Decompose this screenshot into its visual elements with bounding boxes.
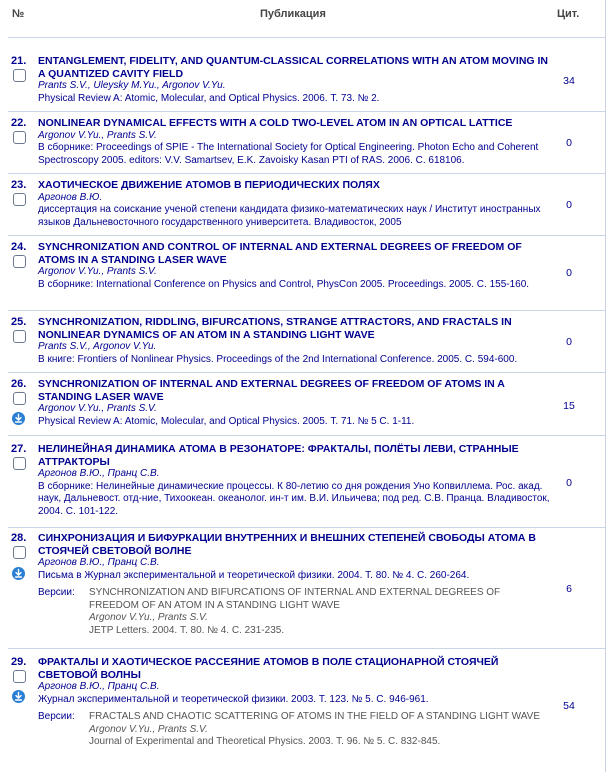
publication-title-link[interactable]: SYNCHRONIZATION OF INTERNAL AND EXTERNAL DEGREES OF FREEDOM OF ATOMS IN A STANDING LASER WAVE [38, 378, 505, 403]
citation-count[interactable]: 54 [563, 700, 575, 712]
publication-source: диссертация на соискание ученой степени кандидата физико-математических наук / Институт иностранных языков Дальневосточного государственного университета. Владивосток, 2005 [38, 204, 541, 228]
publication-authors[interactable]: Аргонов В.Ю. [38, 191, 103, 203]
publication-authors[interactable]: Argonov V.Yu., Prants S.V. [38, 266, 157, 277]
version-source: Journal of Experimental and Theoretical Physics. 2003. Т. 96. № 5. С. 832-845. [89, 736, 441, 747]
versions-block [38, 587, 550, 637]
publication-source: В сборнике: Нелинейные динамические процессы. К 80-летию со дня рождения Уно Копвиллема. Рос. акад. наук, Дальневост. отд-ние, Тихоокеан. океанолог. ин-т им. В.И. Ильичева; под ред. С.В. Пранца. Владивосток, 2004. С. 101-122. [38, 480, 550, 517]
publication-authors[interactable]: Argonov V.Yu., Prants S.V. [38, 403, 157, 414]
publication-source: Журнал экспериментальной и теоретической физики. 2003. Т. 123. № 5. С. 946-961. [38, 693, 429, 705]
table-header [0, 0, 605, 30]
row-divider [8, 648, 605, 649]
publication-title-link[interactable]: ХАОТИЧЕСКОЕ ДВИЖЕНИЕ АТОМОВ В ПЕРИОДИЧЕСКИХ ПОЛЯХ [38, 179, 380, 191]
version-title-link[interactable]: FRACTALS AND CHAOTIC SCATTERING OF ATOMS IN THE FIELD OF A STANDING LIGHT WAVE [89, 711, 540, 722]
publication-authors[interactable]: Prants S.V., Uleysky M.Yu., Argonov V.Yu. [38, 80, 226, 91]
entry-number: 29. [11, 656, 27, 668]
publication-title-link[interactable]: СИНХРОНИЗАЦИЯ И БИФУРКАЦИИ ВНУТРЕННИХ И ВНЕШНИХ СТЕПЕНЕЙ СВОБОДЫ АТОМА В СТОЯЧЕЙ СВЕТОВОЙ ВОЛНЕ [38, 532, 536, 557]
citation-count: 0 [566, 477, 572, 489]
citation-count[interactable]: 34 [563, 75, 575, 87]
citation-count[interactable]: 6 [566, 583, 572, 595]
select-checkbox[interactable] [13, 546, 26, 559]
publication-source: В книге: Frontiers of Nonlinear Physics. Proceedings of the 2nd International Conference. 2005. С. 594-600. [38, 353, 518, 365]
citation-count: 0 [566, 336, 572, 348]
publication-source: Physical Review A: Atomic, Molecular, and Optical Physics. 2006. Т. 73. № 2. [38, 92, 380, 104]
version-source: JETP Letters. 2004. Т. 80. № 4. С. 231-235. [89, 624, 285, 636]
publication-title-link[interactable]: ENTANGLEMENT, FIDELITY, AND QUANTUM-CLASSICAL CORRELATIONS WITH AN ATOM MOVING IN A QUANTIZED CAVITY FIELD [38, 55, 549, 80]
download-icon[interactable] [12, 567, 25, 580]
publication-authors[interactable]: Аргонов В.Ю., Пранц С.В. [38, 468, 160, 479]
select-checkbox[interactable] [13, 69, 26, 82]
citation-count[interactable]: 15 [563, 400, 575, 412]
row-divider [8, 435, 605, 436]
entry-number: 21. [11, 55, 27, 67]
entry-number: 23. [11, 179, 27, 191]
publication-source: В сборнике: International Conference on Physics and Control, PhysCon 2005. Proceedings. 2005. С. 155-160. [38, 278, 530, 290]
entry-number: 25. [11, 316, 27, 328]
version-title-link[interactable]: SYNCHRONIZATION AND BIFURCATIONS OF INTERNAL AND EXTERNAL DEGREES OF FREEDOM OF AN ATOM IN A STANDING LIGHT WAVE [89, 587, 501, 611]
row-divider [8, 527, 605, 528]
citation-count: 0 [566, 267, 572, 279]
citation-count: 0 [566, 199, 572, 211]
publication-source: В сборнике: Proceedings of SPIE - The International Society for Optical Engineering. Photon Echo and Coherent Spectroscopy 2005. editors: V.V. Samartsev, E.K. Zavoisky Kasan PTI of RAS. 2006. С. 618106. [38, 142, 539, 166]
row-divider [8, 111, 605, 112]
select-checkbox[interactable] [13, 330, 26, 343]
select-checkbox[interactable] [13, 131, 26, 144]
versions-block [38, 711, 550, 749]
select-checkbox[interactable] [13, 193, 26, 206]
entry-number: 28. [11, 532, 27, 544]
publication-authors[interactable]: Argonov V.Yu., Prants S.V. [38, 129, 157, 141]
row-divider [8, 372, 605, 373]
citation-count: 0 [566, 137, 572, 149]
row-divider [8, 310, 605, 311]
publication-source: Physical Review A: Atomic, Molecular, and Optical Physics. 2005. Т. 71. № 5 С. 1-11. [38, 415, 415, 427]
entry-number: 22. [11, 117, 27, 129]
versions-label: Версии: [38, 711, 75, 722]
publication-title-link[interactable]: НЕЛИНЕЙНАЯ ДИНАМИКА АТОМА В РЕЗОНАТОРЕ: ФРАКТАЛЫ, ПОЛЁТЫ ЛЕВИ, СТРАННЫЕ АТТРАКТОРЫ [38, 443, 519, 468]
publication-title-link[interactable]: SYNCHRONIZATION, RIDDLING, BIFURCATIONS, STRANGE ATTRACTORS, AND FRACTALS IN NONLINEAR DYNAMICS OF AN ATOM IN A STANDING LIGHT WAVE [38, 316, 512, 341]
publication-authors[interactable]: Аргонов В.Ю., Пранц С.В. [38, 557, 160, 568]
download-icon[interactable] [12, 412, 25, 425]
header-divider [8, 37, 605, 38]
row-divider [8, 173, 605, 174]
entry-number: 26. [11, 378, 27, 390]
version-authors[interactable]: Argonov V.Yu., Prants S.V. [89, 723, 208, 735]
publication-title-link[interactable]: ФРАКТАЛЫ И ХАОТИЧЕСКОЕ РАССЕЯНИЕ АТОМОВ В ПОЛЕ СТАЦИОНАРНОЙ СТОЯЧЕЙ СВЕТОВОЙ ВОЛНЫ [38, 656, 499, 681]
download-icon[interactable] [12, 690, 25, 703]
select-checkbox[interactable] [13, 255, 26, 268]
column-header-number: № [12, 8, 25, 20]
version-authors[interactable]: Argonov V.Yu., Prants S.V. [89, 612, 208, 623]
select-checkbox[interactable] [13, 670, 26, 683]
publication-title-link[interactable]: NONLINEAR DYNAMICAL EFFECTS WITH A COLD TWO-LEVEL ATOM IN AN OPTICAL LATTICE [38, 117, 513, 129]
entry-number: 24. [11, 241, 27, 253]
publication-authors[interactable]: Аргонов В.Ю., Пранц С.В. [38, 681, 160, 692]
select-checkbox[interactable] [13, 392, 26, 405]
entry-number: 27. [11, 443, 27, 455]
publication-authors[interactable]: Prants S.V., Argonov V.Yu. [38, 341, 157, 352]
publication-source: Письма в Журнал экспериментальной и теоретической физики. 2004. Т. 80. № 4. С. 260-264. [38, 569, 470, 581]
versions-label: Версии: [38, 587, 75, 598]
select-checkbox[interactable] [13, 457, 26, 470]
publication-title-link[interactable]: SYNCHRONIZATION AND CONTROL OF INTERNAL AND EXTERNAL DEGREES OF FREEDOM OF ATOMS IN A STANDING LASER WAVE [38, 241, 522, 266]
row-divider [8, 235, 605, 236]
column-header-citations: Цит. [557, 8, 580, 20]
column-header-publication: Публикация [260, 8, 326, 20]
